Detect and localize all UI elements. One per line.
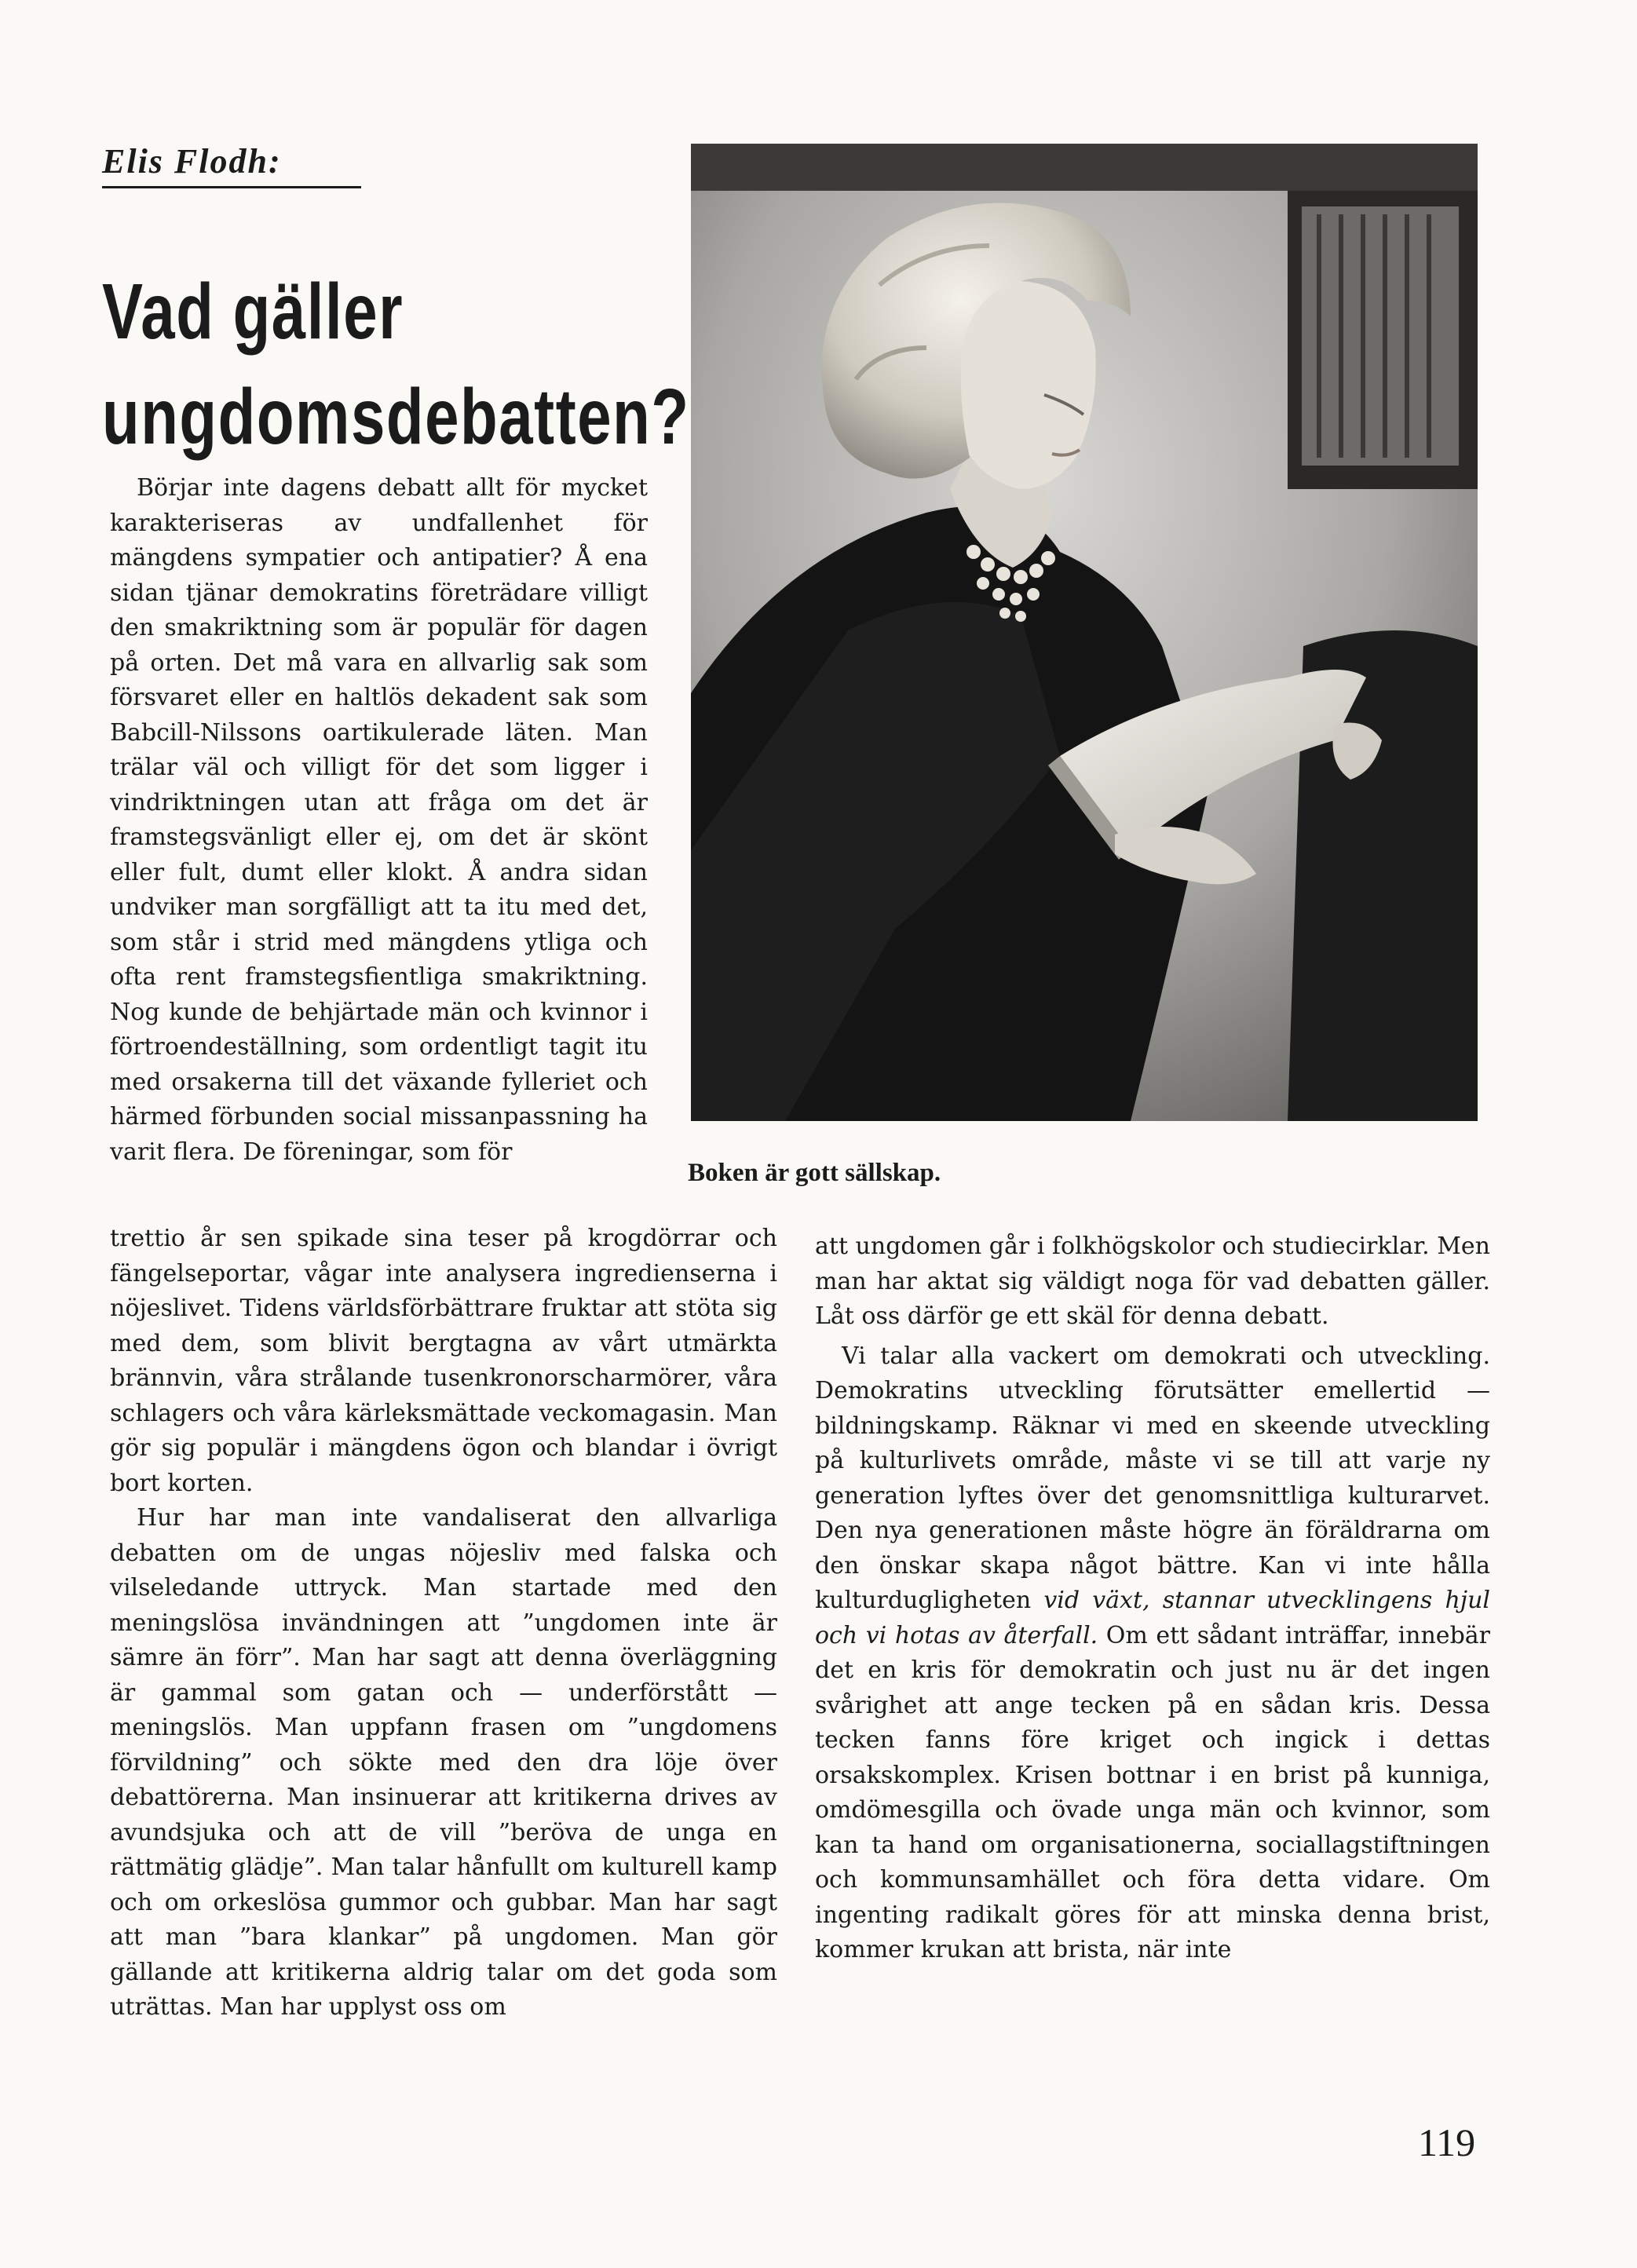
headline-line-1: Vad gäller [102, 268, 404, 356]
photo-caption: Boken är gott sällskap. [688, 1159, 941, 1187]
column-right [815, 1229, 1490, 1968]
italic-text-run: vid växt, stannar utvecklingens hjul och vi hotas av återfall. [815, 1587, 1490, 1649]
paragraph: Hur har man inte vandaliserat den allvarliga debatten om de ungas nöjesliv med falska och vilseledande uttryck. Man startade med den meningslösa invändningen att ”ungdomen inte är sämre än förr”. Man har sagt att denna överläggning är gammal som gatan och — underförstått — meningslös. Man uppfann frasen om ”ungdomens förvildning” och sökte med den dra löje över debattörerna. Man insinuerar att kritikerna drives av avundsjuka och att de vill ”beröva de unga en rättmätig glädje”. Man talar hånfullt om kulturell kamp och om orkeslösa gummor och gubbar. Man har sagt att man ”bara klankar” på ungdomen. Man gör gällande att kritikerna aldrig talar om det goda som uträttas. Man har upplyst oss om [110, 1504, 777, 2021]
column-left-bottom [110, 1222, 777, 2025]
paragraph: Börjar inte dagens debatt allt för mycket karakteriseras av undfallenhet för mängdens sympatier och antipatier? Å ena sidan tjänar demokratins företrädare villigt den smakriktning som är populär för dagen på orten. Det må vara en allvarlig sak som försvaret eller en haltlös dekadent sak som Babcill-Nilssons oartikulerade läten. Man trälar väl och villigt för det som ligger i vindriktningen utan att fråga om det är framstegsvänligt eller ej, om det är skönt eller fult, dumt eller klokt. Å andra sidan undviker man sorgfälligt att ta itu med det, som står i strid med mängdens ytliga och ofta rent framstegsfientliga smakriktning. Nog kunde de behjärtade män och kvinnor i förtroendeställning, som ordentligt tagit itu med orsakerna till det växande fylleriet och härmed förbunden social missanpassning ha varit flera. De föreningar, som för [110, 474, 648, 1166]
text-run: Vi talar alla vackert om demokrati och utveckling. Demokratins utveckling förutsätter emellertid — bildningskamp. Räknar vi med en skeende utveckling på kulturlivets område, måste vi se till att varje ny generation lyftes över det genomsnittliga kulturarvet. Den nya generationen måste högre än föräldrarna om den önskar skapa något bättre. Kan vi inte hålla kulturdugligheten [815, 1342, 1490, 1614]
photo-illustration [691, 144, 1478, 1121]
headline-line-2: ungdomsdebatten? [102, 373, 690, 461]
photo-woman-reading-book [691, 144, 1478, 1121]
article-headline [102, 259, 690, 469]
paragraph [815, 1339, 1490, 1968]
text-run: Om ett sådant inträffar, innebär det en kris för demokratin och just nu är det ingen svårighet att ange tecken på en sådan kris. Dessa tecken fanns före kriget och ingick i dettas orsakskomplex. Krisen bottnar i en brist på kunniga, omdömesgilla och övade unga män och kvinnor, som kan ta hand om organisationerna, sociallagstiftningen och kommunsamhället och föra detta vidare. Om ingenting radikalt göres för att minska denna brist, kommer krukan att brista, när inte [815, 1621, 1490, 1963]
column-left-top [110, 471, 648, 1170]
page-number: 119 [1418, 2120, 1476, 2164]
paragraph: trettio år sen spikade sina teser på krogdörrar och fängelseportar, vågar inte analysera ingredienserna i nöjeslivet. Tidens världsförbättrare fruktar att stöta sig med dem, som blivit bergtagna av vårt utmärkta brännvin, våra strålande tusenkronorscharmörer, våra schlagers och våra kärleksmättade veckomagasin. Man gör sig populär i mängdens ögon och blandar i övrigt bort korten. [110, 1225, 777, 1497]
author-byline: Elis Flodh: [102, 141, 361, 188]
paragraph: att ungdomen går i folkhögskolor och studiecirklar. Men man har aktat sig väldigt noga för vad debatten gäller. Låt oss därför ge ett skäl för denna debatt. [815, 1233, 1490, 1330]
